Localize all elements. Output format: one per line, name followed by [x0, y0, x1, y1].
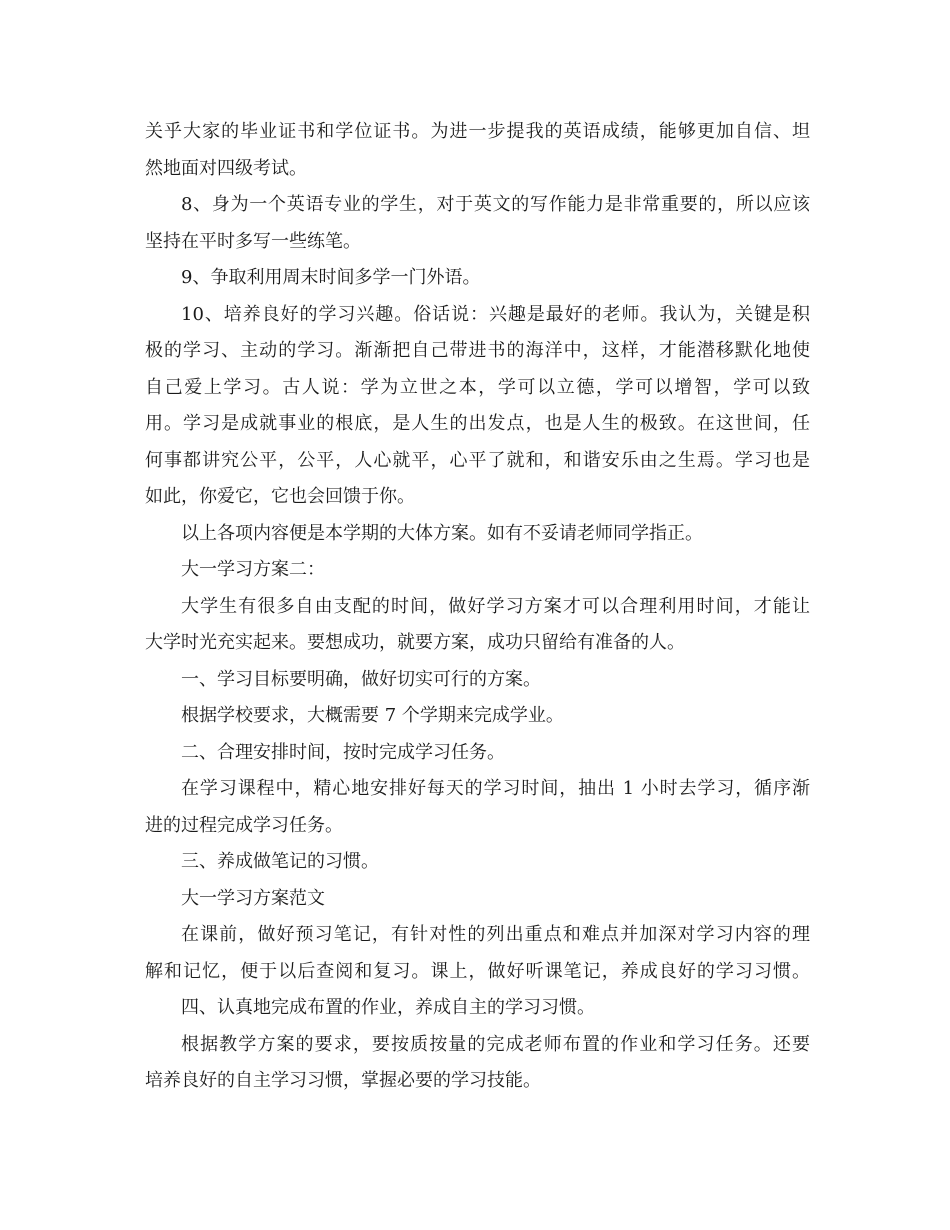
- text-line: 解和记忆，便于以后查阅和复习。课上，做好听课笔记，养成良好的学习习惯。: [145, 960, 810, 982]
- text-line: 大学时光充实起来。要想成功，就要方案，成功只留给有准备的人。: [145, 632, 685, 653]
- text-line: 自己爱上学习。古人说：学为立世之本，学可以立德，学可以增智，学可以致: [145, 376, 810, 398]
- text-line: 用。学习是成就事业的根底，是人生的出发点，也是人生的极致。在这世间，任: [145, 413, 810, 434]
- text-line: 9、争取利用周末时间多学一门外语。: [181, 267, 481, 288]
- text-line: 然地面对四级考试。: [145, 157, 307, 179]
- text-line: 以上各项内容便是本学期的大体方案。如有不妥请老师同学指正。: [181, 522, 703, 544]
- text-line: 进的过程完成学习任务。: [145, 814, 343, 836]
- text-line: 大学生有很多自由支配的时间，做好学习方案才可以合理利用时间，才能让: [181, 595, 810, 617]
- section-heading: 大一学习方案二：: [181, 559, 325, 580]
- text-line: 四、认真地完成布置的作业，养成自主的学习习惯。: [181, 997, 595, 1018]
- text-line: 如此，你爱它，它也会回馈于你。: [145, 486, 415, 507]
- text-line: 二、合理安排时间，按时完成学习任务。: [181, 741, 505, 763]
- text-line: 根据教学方案的要求，要按质按量的完成老师布置的作业和学习任务。还要: [181, 1033, 810, 1055]
- text-line: 8、身为一个英语专业的学生，对于英文的写作能力是非常重要的，所以应该: [181, 194, 810, 215]
- section-heading: 大一学习方案范文: [181, 887, 325, 909]
- text-line: 坚持在平时多写一些练笔。: [145, 230, 361, 252]
- text-line: 在课前，做好预习笔记，有针对性的列出重点和难点并加深对学习内容的理: [181, 924, 810, 945]
- text-line: 何事都讲究公平，公平，人心就平，心平了就和，和谐安乐由之生焉。学习也是: [145, 449, 810, 471]
- text-line: 在学习课程中，精心地安排好每天的学习时间，抽出 1 小时去学习，循序渐: [181, 778, 810, 799]
- document-body: [145, 114, 810, 1100]
- text-line: 培养良好的自主学习习惯，掌握必要的学习技能。: [145, 1070, 541, 1091]
- text-line: 10、培养良好的学习兴趣。俗话说：兴趣是最好的老师。我认为，关键是积: [181, 303, 810, 325]
- text-line: 一、学习目标要明确，做好切实可行的方案。: [181, 668, 541, 690]
- text-line: 关乎大家的毕业证书和学位证书。为进一步提我的英语成绩，能够更加自信、坦: [145, 121, 810, 142]
- text-line: 极的学习、主动的学习。渐渐把自己带进书的海洋中，这样，才能潜移默化地使: [145, 340, 810, 361]
- text-line: 三、养成做笔记的习惯。: [181, 851, 379, 872]
- text-line: 根据学校要求，大概需要 7 个学期来完成学业。: [181, 705, 564, 726]
